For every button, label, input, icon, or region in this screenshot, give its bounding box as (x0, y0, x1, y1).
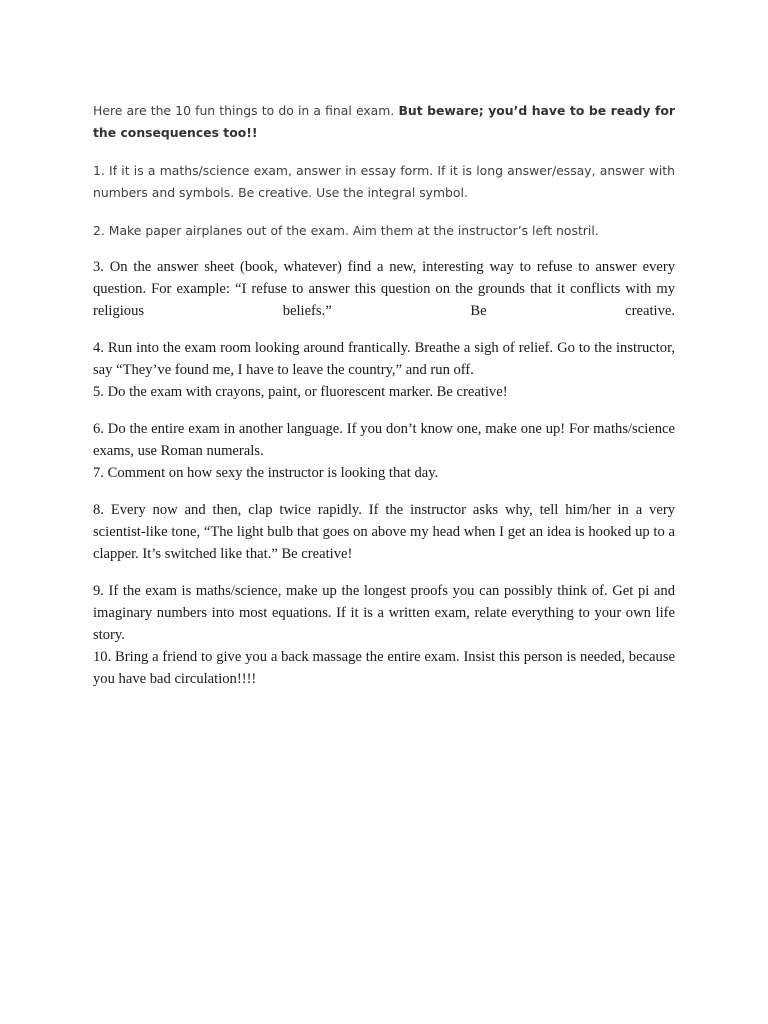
item-5: 5. Do the exam with crayons, paint, or fluorescent marker. Be creative! (93, 384, 508, 400)
item-3: 3. On the answer sheet (book, whatever) find a new, interesting way to refuse to answer every question. For example: “I refuse to answer this question on the grounds that it conflicts with my religious beliefs.” Be creative. (93, 259, 675, 319)
item-6: 6. Do the entire exam in another language. If you don’t know one, make one up! For maths/science exams, use Roman numerals. (93, 421, 675, 459)
item-10: 10. Bring a friend to give you a back massage the entire exam. Insist this person is needed, because you have bad circulation!!!! (93, 649, 675, 687)
document-page (93, 100, 675, 690)
item-8: 8. Every now and then, clap twice rapidly. If the instructor asks why, tell him/her in a very scientist-like tone, “The light bulb that goes on above my head when I get an idea is hooked up to a clapper. It’s switched like that.” Be creative! (93, 502, 675, 562)
item-7: 7. Comment on how sexy the instructor is looking that day. (93, 465, 439, 481)
intro-paragraph (93, 100, 675, 144)
intro-text: Here are the 10 fun things to do in a final exam. (93, 103, 399, 118)
item-9: 9. If the exam is maths/science, make up the longest proofs you can possibly think of. Get pi and imaginary numbers into most equations. If it is a written exam, relate everything to your own life story. (93, 583, 675, 643)
item-1: 1. If it is a maths/science exam, answer in essay form. If it is long answer/essay, answer with numbers and symbols. Be creative. Use the integral symbol. (93, 163, 675, 200)
intro-warning: But beware; you’d have to be ready for the consequences too!! (93, 103, 675, 140)
item-4: 4. Run into the exam room looking around frantically. Breathe a sigh of relief. Go to the instructor, say “They’ve found me, I have to leave the country,” and run off. (93, 340, 675, 378)
item-2: 2. Make paper airplanes out of the exam. Aim them at the instructor’s left nostril. (93, 223, 599, 238)
